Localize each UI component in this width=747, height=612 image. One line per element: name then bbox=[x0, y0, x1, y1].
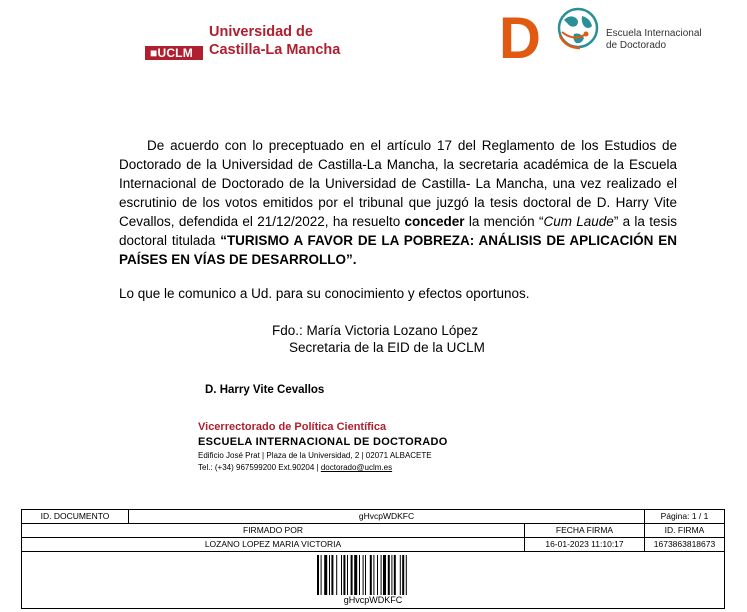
barcode-bar bbox=[370, 555, 372, 595]
firmado-por-value: LOZANO LOPEZ MARIA VICTORIA bbox=[22, 538, 525, 551]
closing-line: Lo que le comunico a Ud. para su conocimiento y efectos oportunos. bbox=[119, 286, 530, 301]
cum-laude-mention: Cum Laude bbox=[543, 214, 614, 229]
page-indicator: Página: 1 / 1 bbox=[660, 511, 709, 521]
barcode-bar bbox=[365, 555, 366, 595]
id-firma-value: 1673863818673 bbox=[653, 539, 716, 549]
eid-name-line1: Escuela Internacional bbox=[606, 28, 702, 39]
barcode-bar bbox=[391, 555, 392, 595]
barcode-bar bbox=[400, 555, 401, 595]
barcode-bar bbox=[321, 555, 322, 595]
barcode-bar bbox=[329, 555, 330, 595]
eid-name-line2: de Doctorado bbox=[606, 40, 667, 51]
barcode-bar bbox=[388, 555, 390, 595]
signature-name: Fdo.: María Victoria Lozano López bbox=[272, 323, 479, 338]
barcode-bar bbox=[381, 555, 382, 595]
table-row bbox=[22, 510, 724, 524]
vicerrectorado-label: Vicerrectorado de Política Científica bbox=[198, 421, 387, 433]
resolution-paragraph bbox=[119, 136, 677, 269]
university-name-line1: Universidad de bbox=[209, 24, 313, 40]
firmado-por-label: FIRMADO POR bbox=[22, 524, 525, 537]
barcode-bar bbox=[343, 555, 345, 595]
barcode-bar bbox=[373, 555, 374, 595]
barcode-bar bbox=[336, 555, 337, 595]
letter-body bbox=[119, 136, 677, 269]
eid-name bbox=[606, 28, 702, 52]
barcode-row bbox=[22, 552, 724, 608]
barcode-bar bbox=[317, 555, 319, 595]
table-row bbox=[22, 538, 724, 552]
resolution-verb: conceder bbox=[404, 214, 465, 229]
fecha-firma-value: 16-01-2023 11:10:17 bbox=[525, 538, 645, 551]
uclm-logo-abbrev: ■UCLM bbox=[150, 46, 193, 60]
barcode-text: gHvcpWDKFC bbox=[343, 595, 403, 605]
recipient-name: D. Harry Vite Cevallos bbox=[205, 384, 325, 396]
barcode-bar bbox=[394, 555, 396, 595]
address-line: Edificio José Prat | Plaza de la Universidad, 2 | 02071 ALBACETE bbox=[198, 451, 432, 460]
university-name bbox=[209, 23, 340, 59]
email-link[interactable]: doctorado@uclm.es bbox=[320, 463, 393, 472]
barcode-bar bbox=[363, 555, 364, 595]
resolution-text-c: ” a la tesis doctoral titulada bbox=[119, 214, 677, 248]
fecha-firma-label: FECHA FIRMA bbox=[525, 524, 645, 537]
signature-role: Secretaria de la EID de la UCLM bbox=[289, 340, 485, 355]
barcode-bar bbox=[354, 555, 357, 595]
id-documento-value: gHvcpWDKFC bbox=[129, 510, 645, 523]
phone-text: Tel.: (+34) 967599200 Ext.90204 | bbox=[198, 463, 321, 472]
barcode-bar bbox=[406, 555, 407, 595]
barcode-bar bbox=[402, 555, 404, 595]
thesis-title: “TURISMO A FAVOR DE LA POBREZA: ANÁLISIS DE APLICACIÓN EN PAÍSES EN VÍAS DE DESARROLLO”. bbox=[119, 233, 677, 267]
barcode bbox=[317, 555, 437, 595]
barcode-bar bbox=[347, 555, 348, 595]
id-firma-label: ID. FIRMA bbox=[664, 525, 705, 535]
barcode-bar bbox=[331, 555, 333, 595]
id-documento-label: ID. DOCUMENTO bbox=[22, 510, 129, 523]
escuela-label: ESCUELA INTERNACIONAL DE DOCTORADO bbox=[198, 436, 448, 448]
globe-icon bbox=[556, 6, 600, 50]
resolution-text-b: la mención “ bbox=[464, 214, 544, 229]
university-name-line2: Castilla-La Mancha bbox=[209, 42, 341, 58]
barcode-bar bbox=[324, 555, 327, 595]
resolution-text-a: De acuerdo con lo preceptuado en el artículo 17 del Reglamento de los Estudios de Doctorado de la Universidad de Castilla-La Mancha, la secretaria académica de la Escuela Internacional de Doctorado de la Universidad de Castilla- La Mancha, una vez realizado el escrutinio de los votos emitidos por el tribunal que juzgó la tesis doctoral de D. Harry Vite Cevallos, defendida el 21/12/2022, ha resuelto bbox=[119, 138, 677, 229]
eid-logo-letter: D bbox=[499, 6, 541, 71]
contact-line bbox=[198, 463, 392, 472]
barcode-bar bbox=[377, 555, 378, 595]
barcode-bar bbox=[351, 555, 353, 595]
barcode-bar bbox=[359, 555, 360, 595]
table-row bbox=[22, 524, 724, 538]
barcode-bar bbox=[341, 555, 342, 595]
signature-table bbox=[21, 509, 725, 609]
barcode-bar bbox=[383, 555, 386, 595]
